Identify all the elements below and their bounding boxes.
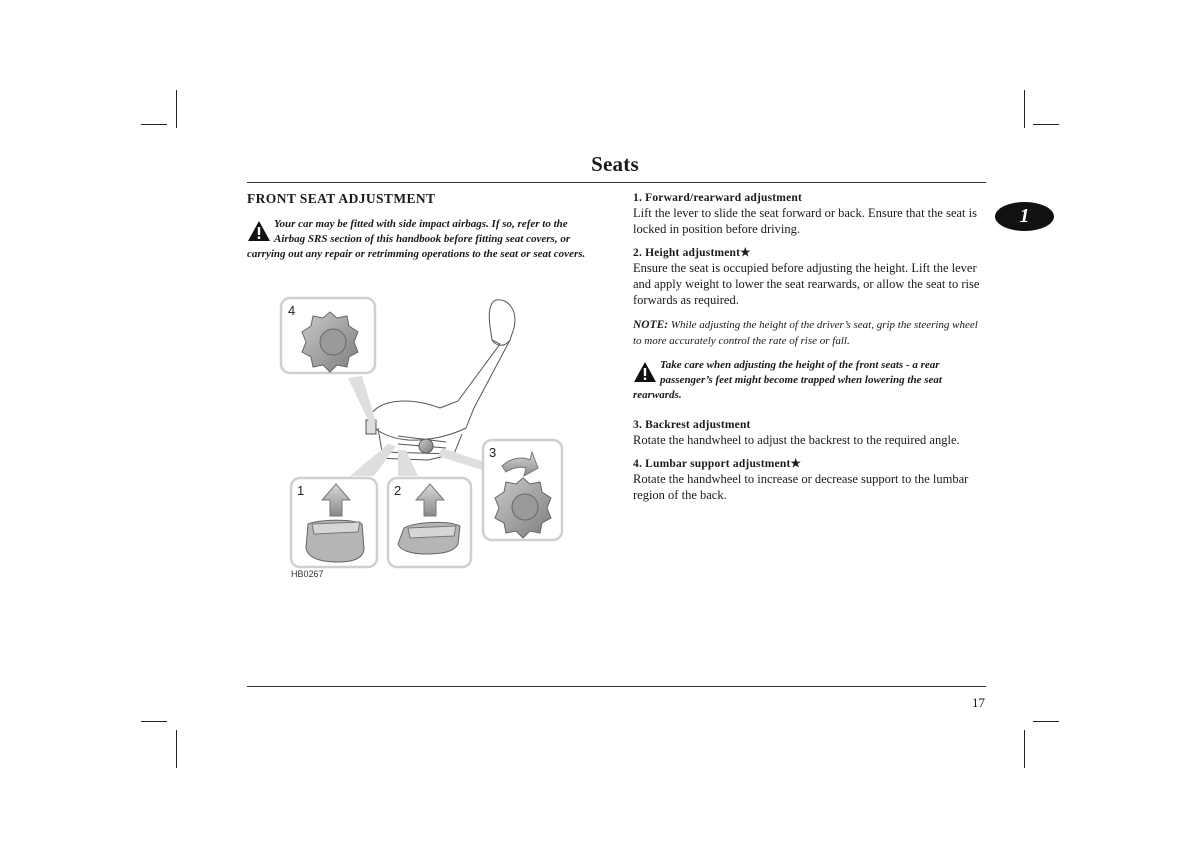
item-title: 2. Height adjustment★ bbox=[633, 247, 751, 259]
chapter-tab: 1 bbox=[995, 202, 1054, 231]
item-backrest bbox=[633, 418, 988, 448]
warning-triangle-icon bbox=[247, 220, 271, 242]
item-text: Ensure the seat is occupied before adjusting the height. Lift the lever and apply weight to lower the seat rearwards, or allow the seat to rise forwards as required. bbox=[633, 261, 980, 307]
crop-mark-tr-vertical bbox=[1024, 90, 1025, 128]
figure-label-4: 4 bbox=[288, 303, 296, 318]
item-text: Rotate the handwheel to increase or decrease support to the lumbar region of the back. bbox=[633, 472, 969, 502]
page-number: 17 bbox=[972, 695, 985, 710]
crop-mark-br-horizontal bbox=[1033, 721, 1059, 722]
feet-warning-text: Take care when adjusting the height of the front seats - a rear passenger’s feet might become trapped when lowering the seat rearwards. bbox=[633, 359, 942, 401]
crop-mark-tl-horizontal bbox=[141, 124, 167, 125]
item-title: 1. Forward/rearward adjustment bbox=[633, 192, 802, 204]
seat-illustration bbox=[278, 296, 568, 586]
height-note bbox=[633, 317, 988, 349]
footer-rule bbox=[247, 686, 986, 687]
seat-adjustment-figure bbox=[278, 296, 568, 586]
item-title: 4. Lumbar support adjustment★ bbox=[633, 458, 801, 470]
crop-mark-bl-vertical bbox=[176, 730, 177, 768]
figure-label-3: 3 bbox=[489, 445, 497, 460]
right-column bbox=[633, 191, 988, 512]
figure-label-2: 2 bbox=[394, 483, 402, 498]
airbag-warning bbox=[247, 217, 599, 262]
item-text: Rotate the handwheel to adjust the backrest to the required angle. bbox=[633, 433, 960, 447]
figure-code: HB0267 bbox=[291, 569, 324, 579]
item-lumbar bbox=[633, 457, 988, 503]
note-text: While adjusting the height of the driver’s seat, grip the steering wheel to more accurately control the rate of rise or fall. bbox=[633, 319, 978, 347]
left-column bbox=[247, 191, 599, 262]
crop-mark-tr-horizontal bbox=[1033, 124, 1059, 125]
figure-label-1: 1 bbox=[297, 483, 305, 498]
item-title: 3. Backrest adjustment bbox=[633, 419, 751, 431]
crop-mark-br-vertical bbox=[1024, 730, 1025, 768]
airbag-warning-text: Your car may be fitted with side impact airbags. If so, refer to the Airbag SRS section of this handbook before fitting seat covers, or carrying out any repair or retrimming operations to the seat or seat covers. bbox=[247, 218, 586, 260]
feet-warning bbox=[633, 358, 988, 403]
seat-drawing bbox=[366, 300, 515, 460]
crop-mark-tl-vertical bbox=[176, 90, 177, 128]
seat-handwheel-small bbox=[419, 439, 433, 453]
note-label: NOTE: bbox=[633, 319, 669, 331]
section-title: FRONT SEAT ADJUSTMENT bbox=[247, 191, 436, 206]
warning-triangle-icon bbox=[633, 361, 657, 383]
header-rule bbox=[247, 182, 986, 183]
item-height bbox=[633, 246, 988, 308]
item-text: Lift the lever to slide the seat forward or back. Ensure that the seat is locked in position before driving. bbox=[633, 206, 977, 236]
crop-mark-bl-horizontal bbox=[141, 721, 167, 722]
item-forward-rearward bbox=[633, 191, 988, 237]
page-title: Seats bbox=[591, 152, 639, 176]
